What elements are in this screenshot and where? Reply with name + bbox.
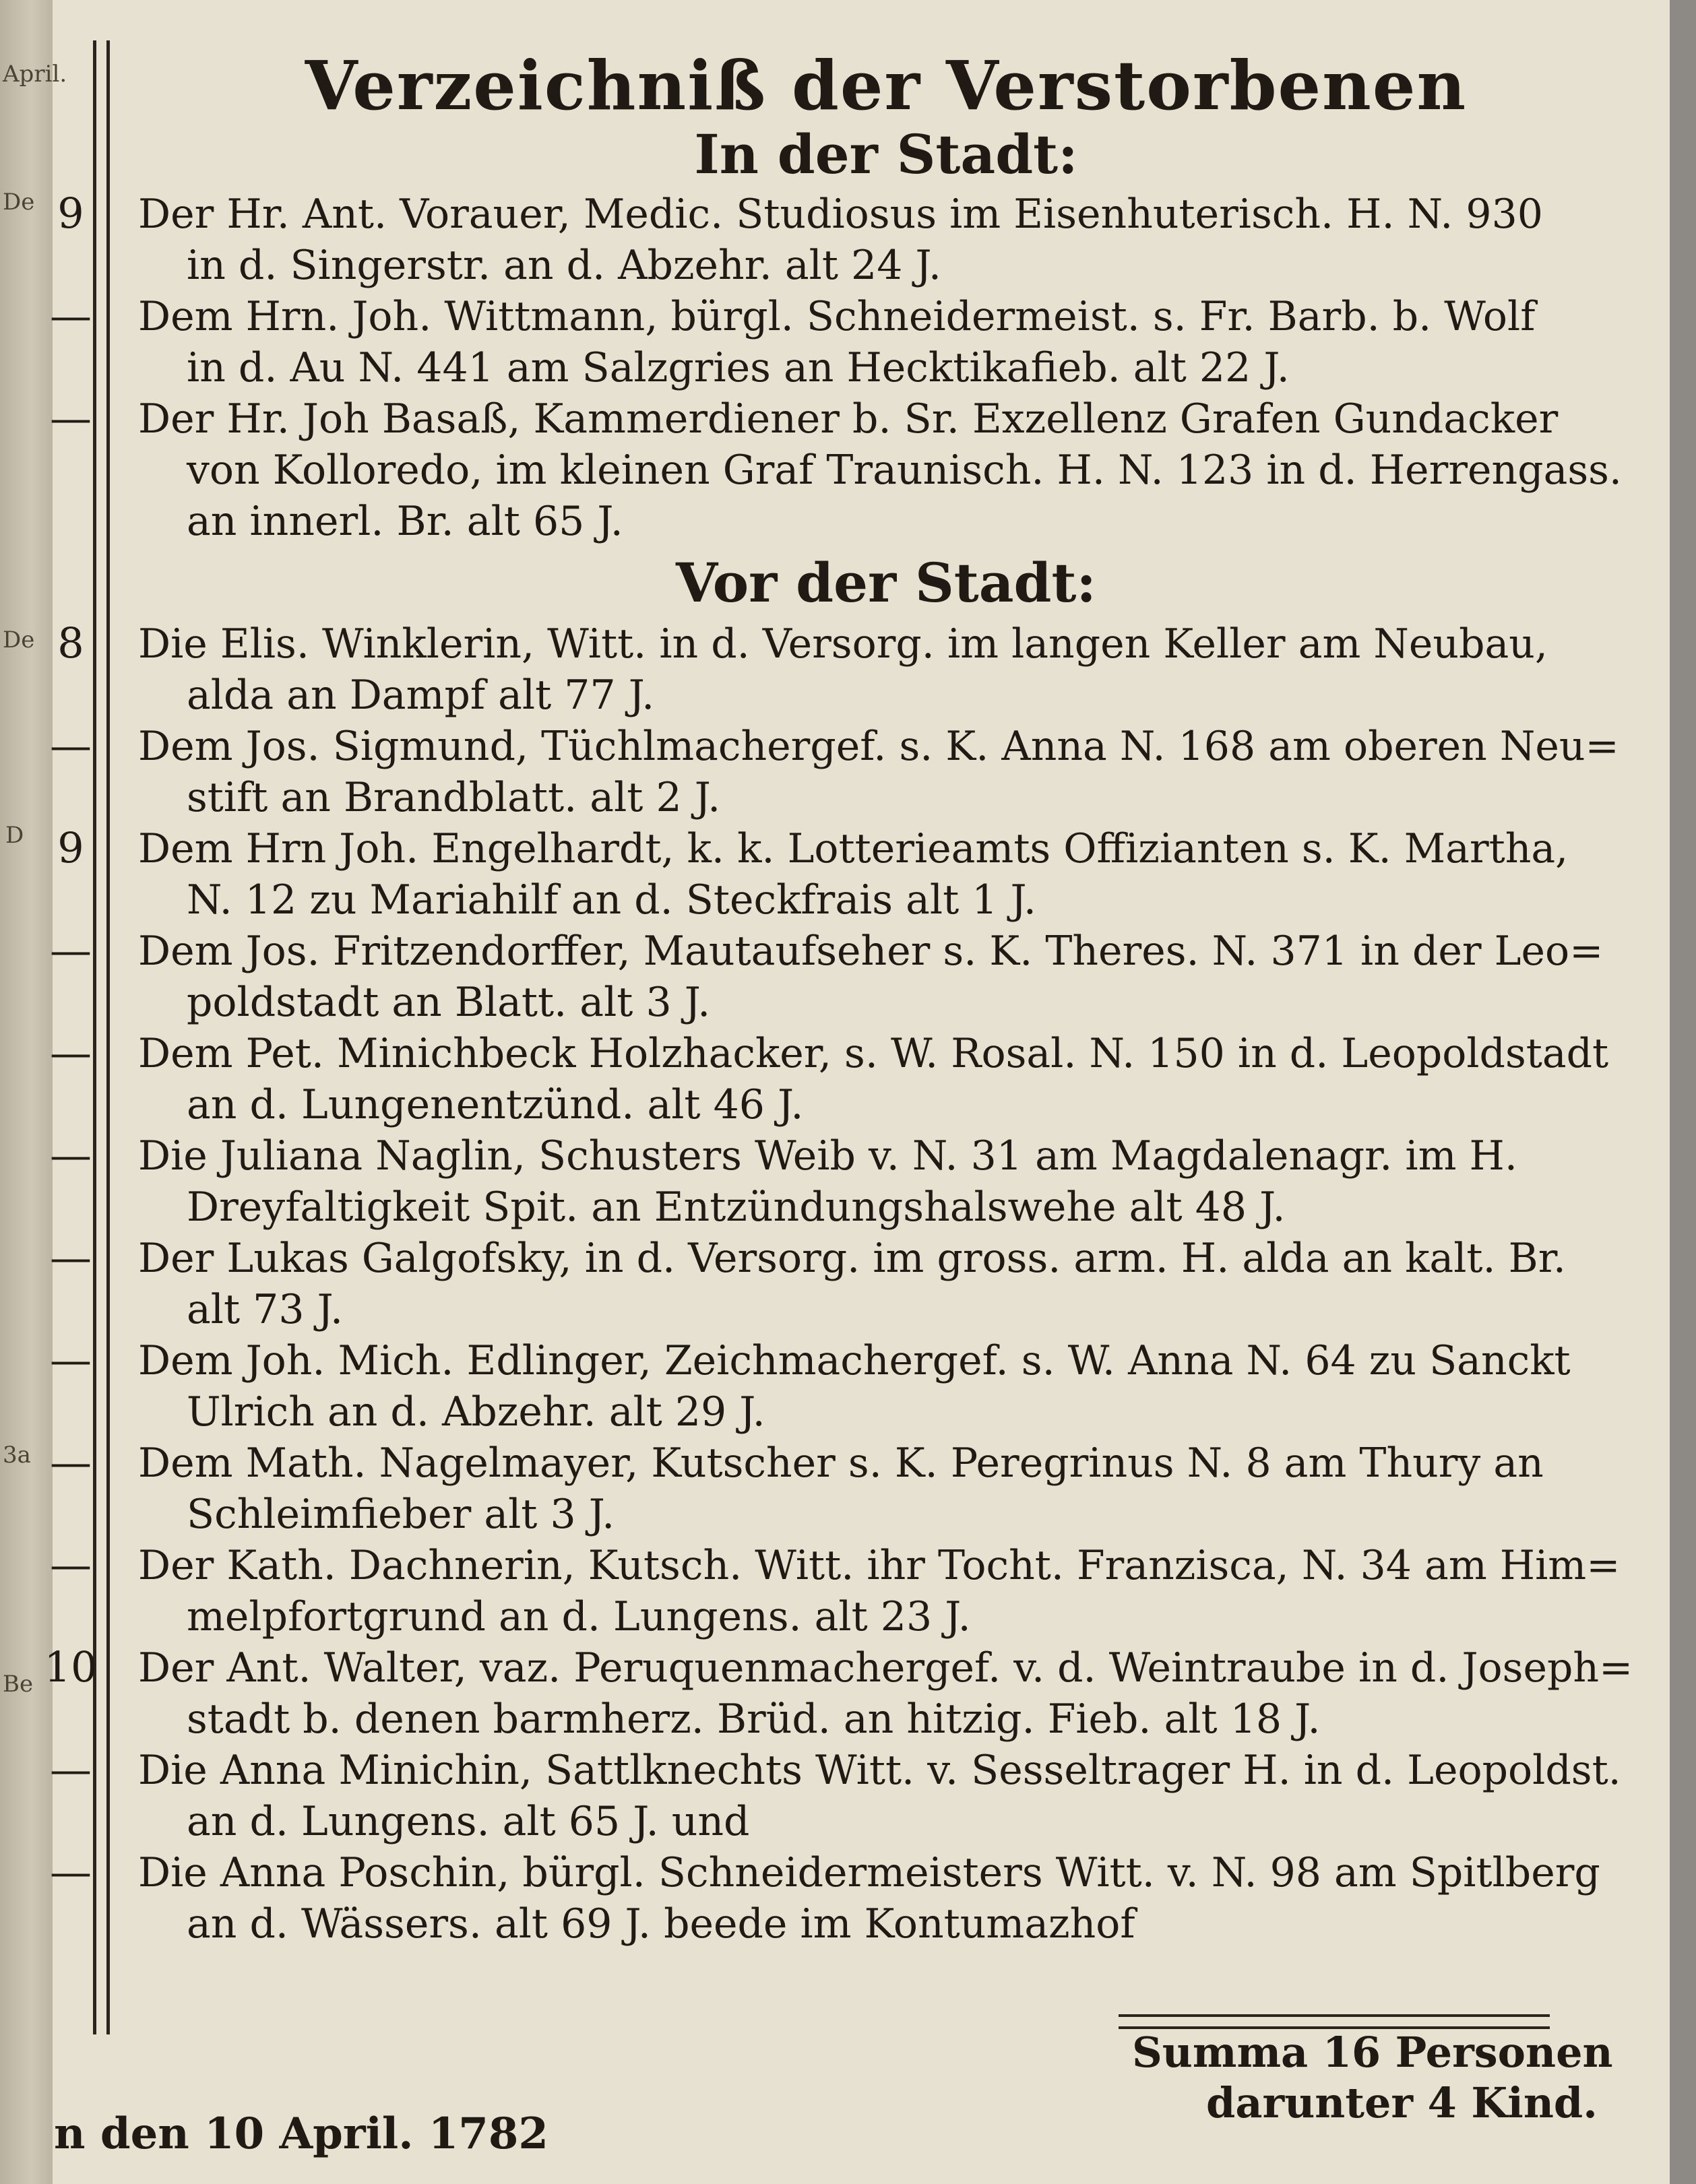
- date-line: n den 10 April. 1782: [54, 2109, 548, 2159]
- day-marker: —: [50, 1028, 92, 1077]
- entry-line: in d. Au N. 441 am Salzgries an Hecktikafieb. alt 22 J.: [187, 344, 1290, 391]
- entry-line: an d. Lungenentzünd. alt 46 J.: [187, 1081, 804, 1128]
- day-marker: 9: [57, 189, 84, 238]
- entry-line: stift an Brandblatt. alt 2 J.: [187, 774, 721, 821]
- summary-total: Summa 16 Personen: [1132, 2028, 1613, 2077]
- page-title: Verzeichniß der Verstorbenen: [305, 46, 1468, 125]
- entry-line: Dem Math. Nagelmayer, Kutscher s. K. Peregrinus N. 8 am Thury an: [138, 1440, 1544, 1487]
- day-marker: 10: [44, 1642, 98, 1692]
- column-rule-right: [106, 40, 110, 2034]
- day-marker: —: [50, 926, 92, 975]
- entry-line: Der Lukas Galgofsky, in d. Versorg. im gross. arm. H. alda an kalt. Br.: [138, 1235, 1566, 1282]
- margin-fragment: 3a: [3, 1442, 31, 1469]
- day-marker: 8: [57, 618, 84, 668]
- entry-line: Die Anna Poschin, bürgl. Schneidermeisters Witt. v. N. 98 am Spitlberg: [138, 1849, 1600, 1896]
- entry-line: Die Anna Minichin, Sattlknechts Witt. v. Sesseltrager H. in d. Leopoldst.: [138, 1747, 1621, 1794]
- page-edge: [1670, 0, 1696, 2184]
- entry-line: von Kolloredo, im kleinen Graf Traunisch. H. N. 123 in d. Herrengass.: [187, 447, 1622, 494]
- margin-fragment: D: [5, 822, 24, 849]
- entry-line: Die Juliana Naglin, Schusters Weib v. N. 31 am Magdalenagr. im H.: [138, 1132, 1517, 1180]
- day-marker: —: [50, 721, 92, 770]
- entry-line: Dem Hrn Joh. Engelhardt, k. k. Lotterieamts Offizianten s. K. Martha,: [138, 825, 1569, 872]
- entry-line: an innerl. Br. alt 65 J.: [187, 498, 623, 545]
- summary-ornament-rule: [1119, 2014, 1550, 2029]
- entry-line: Dem Pet. Minichbeck Holzhacker, s. W. Rosal. N. 150 in d. Leopoldstadt: [138, 1030, 1609, 1077]
- margin-fragment: De: [3, 189, 35, 216]
- day-marker: —: [50, 1130, 92, 1180]
- day-marker: —: [50, 291, 92, 340]
- day-marker: —: [50, 1335, 92, 1384]
- section-heading-inner-city: In der Stadt:: [694, 123, 1078, 186]
- entry-line: Dem Jos. Sigmund, Tüchlmachergef. s. K. Anna N. 168 am oberen Neu=: [138, 723, 1619, 770]
- entry-line: Dem Joh. Mich. Edlinger, Zeichmachergef. s. W. Anna N. 64 zu Sanckt: [138, 1337, 1571, 1384]
- entry-line: Ulrich an d. Abzehr. alt 29 J.: [187, 1388, 765, 1436]
- entry-line: poldstadt an Blatt. alt 3 J.: [187, 979, 711, 1026]
- margin-fragment: April.: [3, 61, 67, 88]
- entry-line: Der Kath. Dachnerin, Kutsch. Witt. ihr Tocht. Franzisca, N. 34 am Him=: [138, 1542, 1621, 1589]
- entry-line: Schleimfieber alt 3 J.: [187, 1491, 615, 1538]
- day-marker: —: [50, 1438, 92, 1487]
- entry-line: Der Ant. Walter, vaz. Peruquenmachergef. v. d. Weintraube in d. Joseph=: [138, 1644, 1633, 1692]
- entry-line: in d. Singerstr. an d. Abzehr. alt 24 J.: [187, 242, 941, 289]
- day-marker: 9: [57, 823, 84, 872]
- summary-children: darunter 4 Kind.: [1206, 2078, 1598, 2127]
- day-marker: —: [50, 1540, 92, 1589]
- entry-line: Dem Hrn. Joh. Wittmann, bürgl. Schneidermeist. s. Fr. Barb. b. Wolf: [138, 293, 1536, 340]
- day-marker: —: [50, 1847, 92, 1896]
- margin-fragment: Be: [3, 1671, 34, 1698]
- day-marker: —: [50, 1233, 92, 1282]
- entry-line: Der Hr. Joh Basaß, Kammerdiener b. Sr. Exzellenz Grafen Gundacker: [138, 395, 1559, 443]
- margin-fragment: De: [3, 627, 35, 653]
- entry-line: an d. Lungens. alt 65 J. und: [187, 1798, 750, 1845]
- entry-line: Dem Jos. Fritzendorffer, Mautaufseher s. K. Theres. N. 371 in der Leo=: [138, 928, 1604, 975]
- entry-line: an d. Wässers. alt 69 J. beede im Kontumazhof: [187, 1900, 1135, 1948]
- entry-line: Dreyfaltigkeit Spit. an Entzündungshalswehe alt 48 J.: [187, 1184, 1286, 1231]
- day-marker: —: [50, 1745, 92, 1794]
- day-marker: —: [50, 393, 92, 443]
- entry-line: Der Hr. Ant. Vorauer, Medic. Studiosus im Eisenhuterisch. H. N. 930: [138, 191, 1543, 238]
- entry-line: stadt b. denen barmherz. Brüd. an hitzig. Fieb. alt 18 J.: [187, 1696, 1321, 1743]
- entry-line: N. 12 zu Mariahilf an d. Steckfrais alt 1 J.: [187, 876, 1036, 924]
- entry-line: Die Elis. Winklerin, Witt. in d. Versorg. im langen Keller am Neubau,: [138, 620, 1548, 668]
- entry-line: melpfortgrund an d. Lungens. alt 23 J.: [187, 1593, 971, 1640]
- entry-line: alt 73 J.: [187, 1286, 344, 1333]
- entry-line: alda an Dampf alt 77 J.: [187, 672, 655, 719]
- section-heading-outer-city: Vor der Stadt:: [676, 551, 1096, 614]
